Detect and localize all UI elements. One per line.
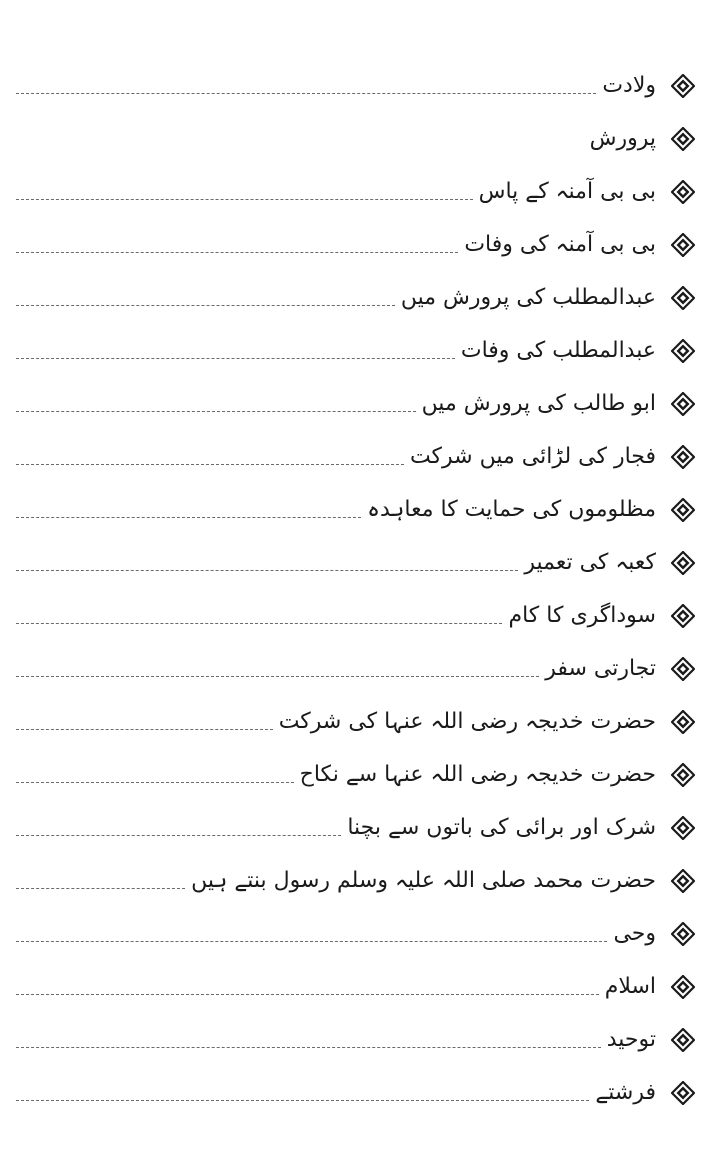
dotted-leader [16,146,584,147]
diamond-bullet-icon [670,444,696,470]
toc-entry-label: کعبہ کی تعمیر [524,550,656,575]
dotted-leader [16,782,294,783]
toc-entry-label: شرک اور برائی کی باتوں سے بچنا [347,815,656,840]
dotted-leader [16,252,458,253]
toc-entry-becomes-messenger [0,843,720,896]
dotted-leader [16,1100,589,1101]
toc-entry-khadija-partnership [0,684,720,737]
dotted-leader [16,199,473,200]
toc-entry-label: مظلوموں کی حمایت کا معاہدہ [367,497,656,522]
dotted-leader [16,305,395,306]
diamond-bullet-icon [670,1080,696,1106]
dotted-leader [16,729,273,730]
diamond-bullet-icon [670,232,696,258]
diamond-bullet-icon [670,285,696,311]
toc-entry-angels [0,1055,720,1108]
toc-entry-label: وحی [613,921,656,946]
toc-entry-label: بی بی آمنہ کے پاس [478,179,656,204]
toc-entry-pact-for-oppressed [0,472,720,525]
diamond-bullet-icon [670,338,696,364]
diamond-bullet-icon [670,391,696,417]
diamond-bullet-icon [670,815,696,841]
toc-entry-label: فرشتے [595,1080,656,1105]
toc-entry-abdul-muttalib-death [0,313,720,366]
diamond-bullet-icon [670,179,696,205]
toc-entry-birth [0,48,720,101]
toc-entry-label: حضرت خدیجہ رضی اللہ عنہا کی شرکت [278,709,656,734]
diamond-bullet-icon [670,868,696,894]
dotted-leader [16,888,185,889]
toc-entry-label: عبدالمطلب کی پرورش میں [400,285,656,310]
dotted-leader [16,623,502,624]
diamond-bullet-icon [670,656,696,682]
diamond-bullet-icon [670,974,696,1000]
dotted-leader [16,941,607,942]
toc-entry-label: سوداگری کا کام [508,603,656,628]
diamond-bullet-icon [670,709,696,735]
dotted-leader [16,464,404,465]
toc-entry-kaaba-construction [0,525,720,578]
toc-entry-label: بی بی آمنہ کی وفات [464,232,656,257]
toc-entry-avoiding-shirk [0,790,720,843]
dotted-leader [16,676,539,677]
toc-entry-label: پرورش [589,126,656,151]
toc-entry-tawheed [0,1002,720,1055]
toc-entry-label: اسلام [604,974,656,999]
diamond-bullet-icon [670,1027,696,1053]
toc-entry-abu-talib-care [0,366,720,419]
toc-entry-label: ولادت [602,73,656,98]
table-of-contents [0,48,720,1108]
dotted-leader [16,835,341,836]
toc-entry-label: عبدالمطلب کی وفات [460,338,656,363]
toc-entry-with-amina [0,154,720,207]
toc-entry-amina-death [0,207,720,260]
toc-entry-label: فجار کی لڑائی میں شرکت [409,444,656,469]
toc-entry-label: توحید [606,1027,656,1052]
toc-entry-islam [0,949,720,1002]
dotted-leader [16,994,599,995]
dotted-leader [16,93,596,94]
diamond-bullet-icon [670,921,696,947]
toc-entry-trade-work [0,578,720,631]
toc-entry-trade-journey [0,631,720,684]
toc-entry-label: حضرت خدیجہ رضی اللہ عنہا سے نکاح [299,762,656,787]
toc-entry-fijar-war [0,419,720,472]
dotted-leader [16,1047,601,1048]
toc-entry-label: حضرت محمد صلی اللہ علیہ وسلم رسول بنتے ہیں [191,868,656,893]
diamond-bullet-icon [670,497,696,523]
diamond-bullet-icon [670,603,696,629]
toc-entry-label: تجارتی سفر [545,656,656,681]
toc-entry-khadija-marriage [0,737,720,790]
diamond-bullet-icon [670,126,696,152]
toc-entry-revelation [0,896,720,949]
dotted-leader [16,358,455,359]
toc-entry-abdul-muttalib-care [0,260,720,313]
dotted-leader [16,517,361,518]
diamond-bullet-icon [670,73,696,99]
diamond-bullet-icon [670,550,696,576]
toc-entry-label: ابو طالب کی پرورش میں [421,391,656,416]
dotted-leader [16,411,416,412]
dotted-leader [16,570,518,571]
diamond-bullet-icon [670,762,696,788]
toc-entry-upbringing [0,101,720,154]
